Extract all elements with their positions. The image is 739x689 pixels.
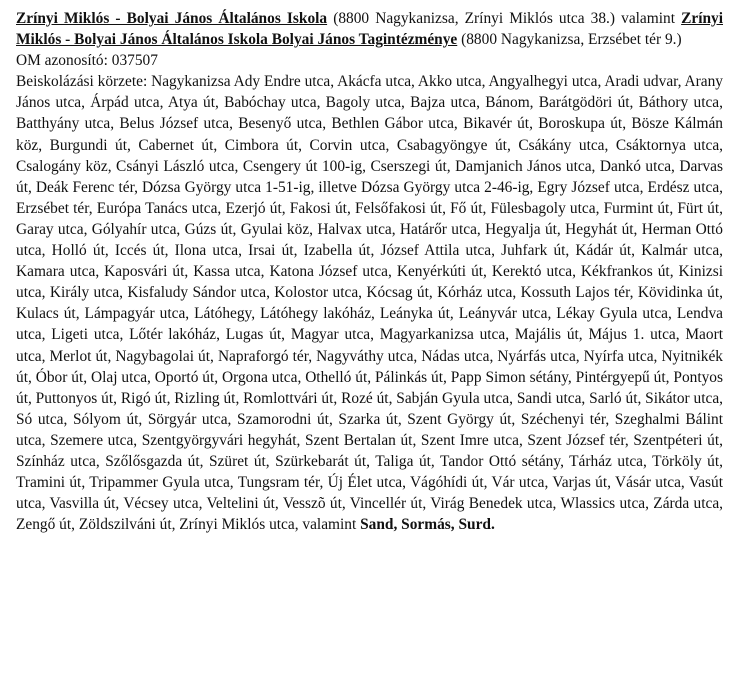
- district-streets: Nagykanizsa Ady Endre utca, Akácfa utca, Akko utca, Angyalhegyi utca, Aradi udvar, Arany János utca, Árpád utca, Atya út, Babóchay utca, Bagoly utca, Bajza utca, Bánom, Barátgödöri út, Báthory utca, Batthyány utca, Belus József utca, Besenyő utca, Bethlen Gábor utca, Bikavér út, Boroskupa út, Bösze Kálmán köz, Burgundi út, Cabernet út, Cimbora út, Corvin utca, Csabagyöngye út, Csákány utca, Csáktornya utca, Csalogány köz, Csányi László utca, Csengery út 100-ig, Cserszegi út, Damjanich János utca, Dankó utca, Darvas út, Deák Ferenc tér, Dózsa György utca 1-51-ig, illetve Dózsa György utca 2-46-ig, Egry József utca, Erdész utca, Erzsébet tér, Európa Tanács utca, Ezerjó út, Fakosi út, Felsőfakosi út, Fő út, Fülesbagoly utca, Furmint út, Fürt út, Garay utca, Gólyahír utca, Gúzs út, Gyulai köz, Halvax utca, Határőr utca, Hegyalja út, Hegyhát út, Herman Ottó utca, Holló út, Iccés út, Ilona utca, Irsai út, Izabella út, József Attila utca, Juhfark út, Kádár út, Kalmár utca, Kamara utca, Kaposvári út, Kassa utca, Katona József utca, Kenyérkúti út, Kerektó utca, Kékfrankos út, Kinizsi utca, Király utca, Kisfaludy Sándor utca, Kolostor utca, Kócsag út, Kórház utca, Kossuth Lajos tér, Kövidinka út, Kulacs út, Lámpagyár utca, Látóhegy, Látóhegy lakóház, Leányka út, Leányvár utca, Lékay Gyula utca, Lendva utca, Ligeti utca, Lőtér lakóház, Lugas út, Magyar utca, Magyarkanizsa utca, Majális út, Május 1. utca, Maort utca, Merlot út, Nagybagolai út, Napraforgó tér, Nagyváthy utca, Nádas utca, Nyárfás utca, Nyírfa utca, Nyitnikék út, Óbor út, Olaj utca, Oportó út, Orgona utca, Othelló út, Pálinkás út, Papp Simon sétány, Pintérgyepű út, Pontyos út, Puttonyos út, Rigó út, Rizling út, Romlottvári út, Rozé út, Sabján Gyula utca, Sandi utca, Sarló út, Sikátor utca, Só utca, Sólyom út, Sörgyár utca, Szamorodni út, Szarka út, Szent György út, Széchenyi tér, Szeghalmi Bálint utca, Szemere utca, Szentgyörgyvári hegyhát, Szent Bertalan út, Szent Imre utca, Szent József tér, Szentpéteri út, Színház utca, Szőlősgazda út, Szüret út, Szürkebarát út, Taliga út, Tandor Ottó sétány, Tárház utca, Törköly út, Tramini út, Tripammer Gyula utca, Tungsram tér, Új Élet utca, Vágóhídi út, Vár utca, Varjas út, Vásár utca, Vasút utca, Vasvilla út, Vécsey utca, Veltelini út, Vesszõ út, Vincellér út, Virág Benedek utca, Wlassics utca, Zárda utca, Zengő út, Zöldszilváni út, Zrínyi Miklós utca: [16, 73, 723, 534]
- district-paragraph: [16, 71, 723, 535]
- district-extra: Sand, Sormás, Surd.: [360, 516, 495, 534]
- branch-address: (8800 Nagykanizsa, Erzsébet tér 9.): [457, 31, 682, 49]
- district-label: Beiskolázási körzete:: [16, 73, 152, 91]
- school-header: [16, 8, 723, 50]
- om-identifier: OM azonosító: 037507: [16, 52, 158, 70]
- branch-name: Zrínyi Miklós - Bolyai János Általános Iskola Bolyai János Tagintézménye: [16, 10, 723, 49]
- school-address: (8800 Nagykanizsa, Zrínyi Miklós utca 38.): [327, 10, 616, 27]
- connector-text: valamint: [615, 10, 682, 27]
- school-name: Zrínyi Miklós - Bolyai János Általános Iskola: [16, 10, 328, 27]
- district-connector: , valamint: [294, 516, 361, 534]
